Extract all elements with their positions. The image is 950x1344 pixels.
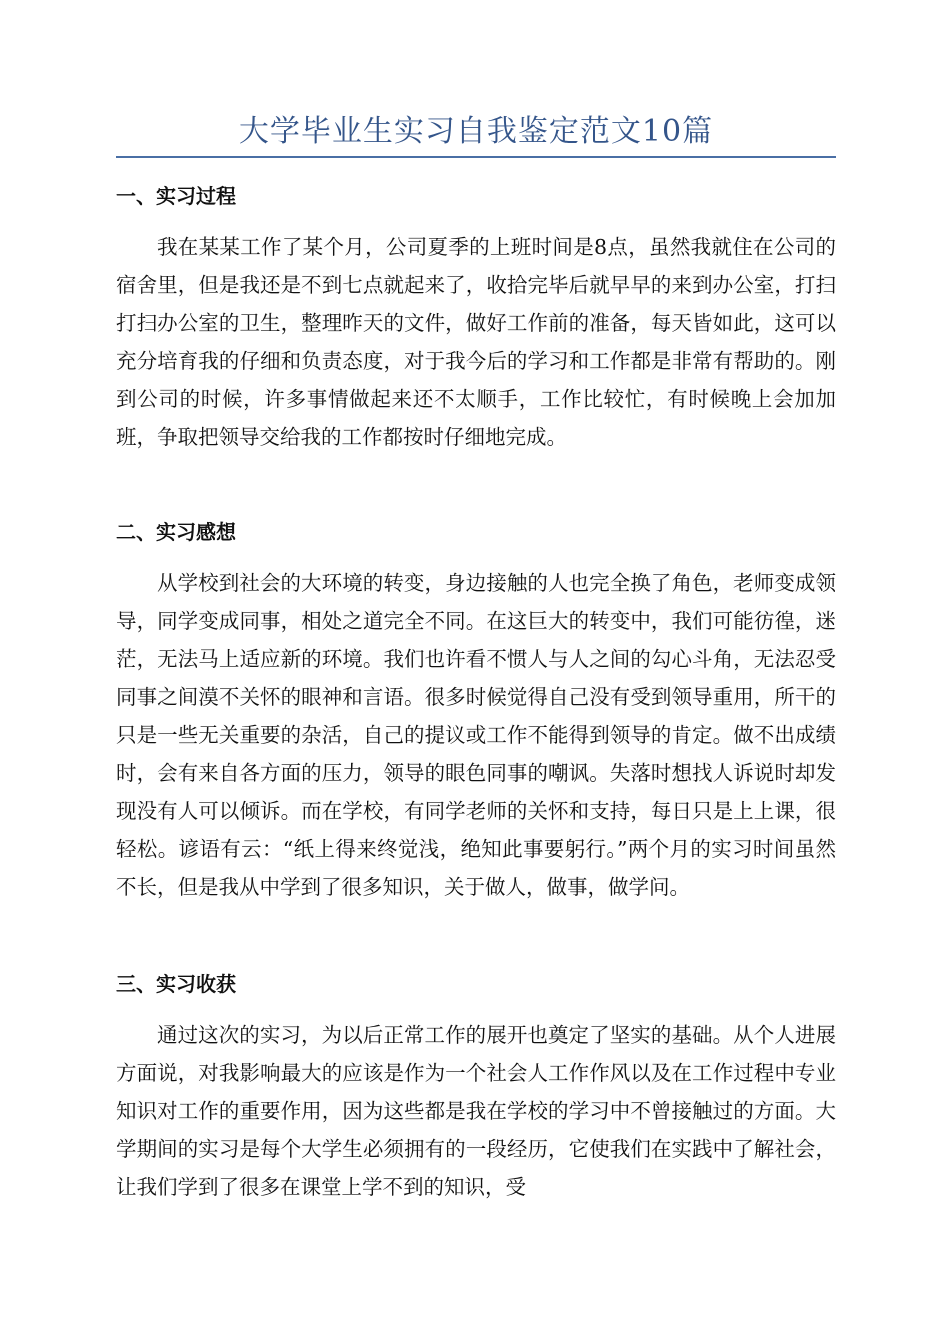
section-internship-gains <box>116 970 836 1206</box>
title-block <box>116 112 836 158</box>
section-paragraph: 通过这次的实习，为以后正常工作的展开也奠定了坚实的基础。从个人进展方面说，对我影响最大的应该是作为一个社会人工作作风以及在工作过程中专业知识对工作的重要作用，因为这些都是我在学校的学习中不曾接触过的方面。大学期间的实习是每个大学生必须拥有的一段经历，它使我们在实践中了解社会，让我们学到了很多在课堂上学不到的知识，受 <box>116 1023 836 1199</box>
section-internship-thoughts <box>116 518 836 906</box>
section-paragraph: 从学校到社会的大环境的转变，身边接触的人也完全换了角色，老师变成领导，同学变成同事，相处之道完全不同。在这巨大的转变中，我们可能彷徨，迷茫，无法马上适应新的环境。我们也许看不惯人与人之间的勾心斗角，无法忍受同事之间漠不关怀的眼神和言语。很多时候觉得自己没有受到领导重用，所干的只是一些无关重要的杂活，自己的提议或工作不能得到领导的肯定。做不出成绩时，会有来自各方面的压力，领导的眼色同事的嘲讽。失落时想找人诉说时却发现没有人可以倾诉。而在学校，有同学老师的关怀和支持，每日只是上上课，很轻松。谚语有云：“纸上得来终觉浅，绝知此事要躬行。”两个月的实习时间虽然不长，但是我从中学到了很多知识，关于做人，做事，做学问。 <box>116 571 836 899</box>
section-heading: 二、实习感想 <box>116 520 236 544</box>
section-heading: 三、实习收获 <box>116 972 236 996</box>
section-paragraph: 我在某某工作了某个月，公司夏季的上班时间是8点，虽然我就住在公司的宿舍里，但是我还是不到七点就起来了，收拾完毕后就早早的来到办公室，打扫打扫办公室的卫生，整理昨天的文件，做好工作前的准备，每天皆如此，这可以充分培育我的仔细和负责态度，对于我今后的学习和工作都是非常有帮助的。刚到公司的时候，许多事情做起来还不太顺手，工作比较忙，有时候晚上会加加班，争取把领导交给我的工作都按时仔细地完成。 <box>116 235 836 449</box>
section-heading: 一、实习过程 <box>116 184 236 208</box>
section-internship-process <box>116 182 836 456</box>
document-title: 大学毕业生实习自我鉴定范文10篇 <box>238 114 714 149</box>
